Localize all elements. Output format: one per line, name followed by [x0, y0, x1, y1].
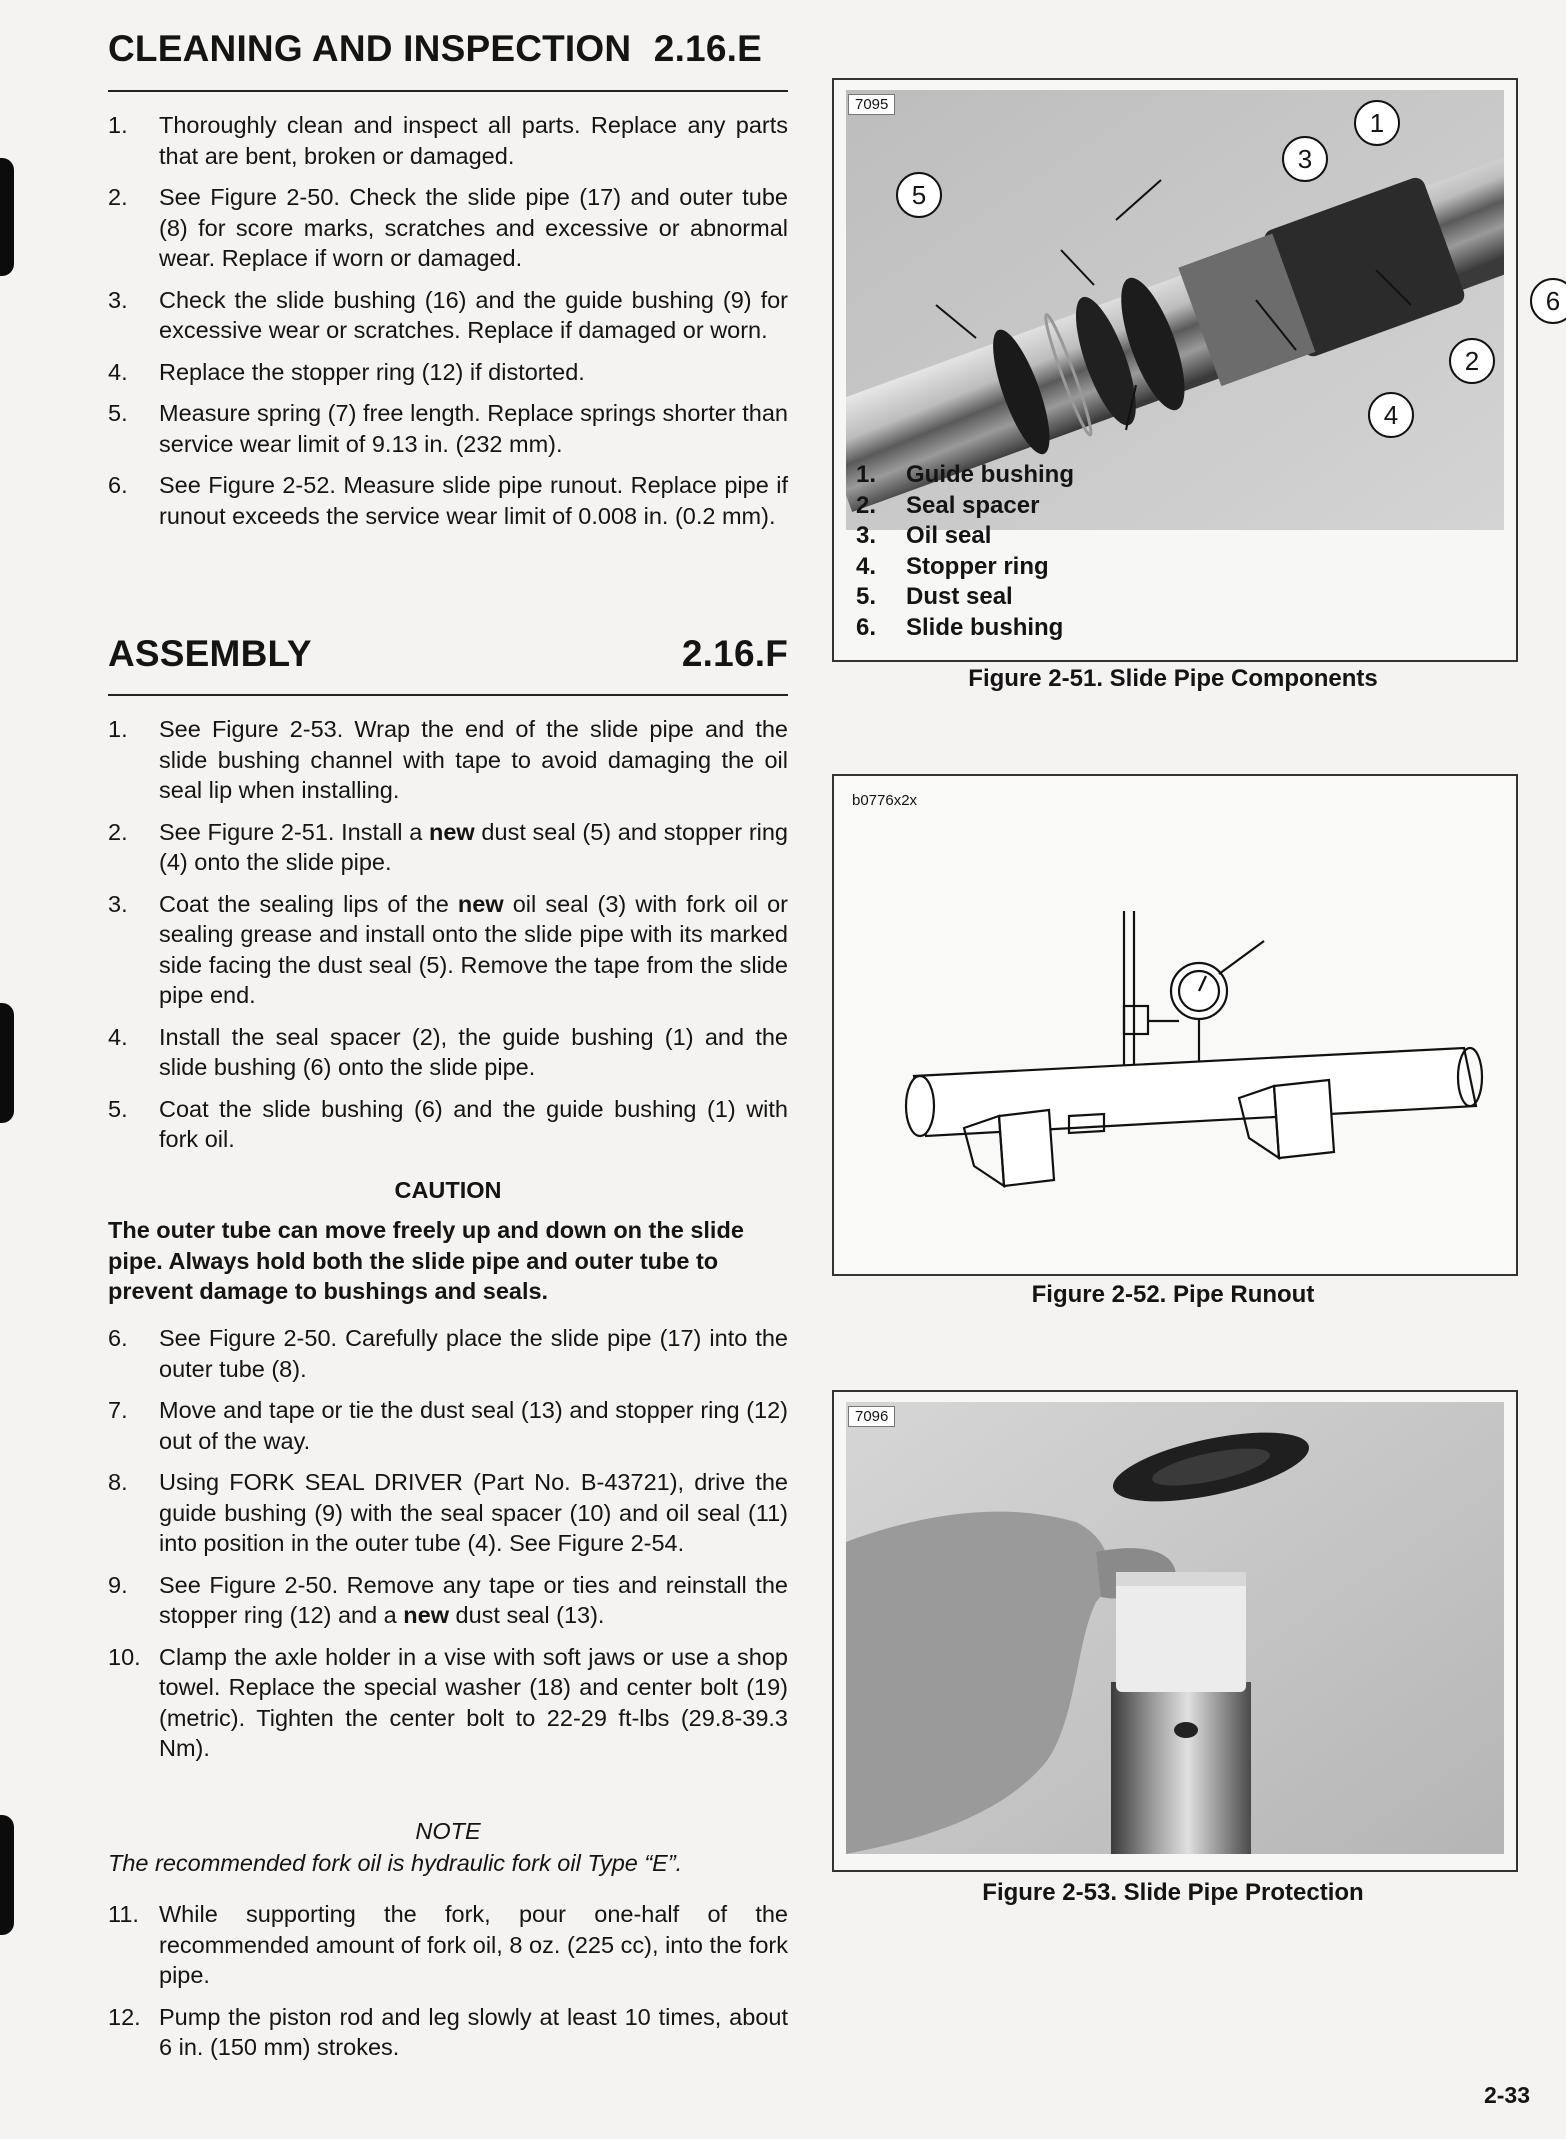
step-item [108, 398, 788, 459]
step-text [159, 819, 788, 876]
legend-label: Dust seal [906, 583, 1013, 610]
legend-number: 1. [856, 461, 877, 488]
step-number: 3. [108, 286, 128, 313]
step-text-part: dust seal (5) and stopper ring (4) onto the slide pipe. [159, 818, 789, 875]
step-number: 2. [108, 818, 128, 845]
step-text-part: oil seal (3) with fork oil or sealing grease and install onto the slide pipe with its marked side facing the dust seal (5). Remove the tape from the slide pipe end. [159, 890, 788, 1008]
step-item [108, 1467, 788, 1559]
step-text: Install the seal spacer (2), the guide bushing (1) and the slide bushing (6) onto the slide pipe. [159, 1023, 788, 1080]
step-item [108, 1899, 788, 1991]
step-text [159, 891, 788, 1009]
callout-4: 4 [1368, 392, 1414, 438]
step-text: Clamp the axle holder in a vise with soft jaws or use a shop towel. Replace the special washer (18) and center bolt (19) (metric). Tighten the center bolt to 22-29 ft-lbs (29.8-39.3 Nm). [159, 1643, 788, 1761]
step-number: 1. [108, 112, 128, 138]
step-item [108, 2002, 788, 2063]
step-number: 7. [108, 1397, 128, 1423]
legend-label: Slide bushing [906, 613, 1064, 641]
step-text: While supporting the fork, pour one-half of the recommended amount of fork oil, 8 oz. (225 cc), into the fork pipe. [159, 1901, 788, 1988]
binder-hole-shadow [0, 158, 14, 276]
step-text: See Figure 2-50. Carefully place the slide pipe (17) into the outer tube (8). [159, 1325, 788, 1382]
step-text: Move and tape or tie the dust seal (13) and stopper ring (12) out of the way. [159, 1397, 788, 1454]
step-text: Replace the stopper ring (12) if distorted. [159, 358, 585, 385]
legend-row [856, 521, 1074, 552]
callout-1: 1 [1354, 100, 1400, 146]
legend-row [856, 613, 1074, 644]
step-number: 12. [108, 2003, 141, 2030]
step-number: 2. [108, 184, 128, 210]
step-text: Check the slide bushing (16) and the guide bushing (9) for excessive wear or scratches. Replace if damaged or worn. [159, 286, 788, 343]
step-number: 1. [108, 716, 128, 742]
step-item [108, 714, 788, 806]
step-text: See Figure 2-53. Wrap the end of the slide pipe and the slide bushing channel with tape to avoid damaging the oil seal lip when installing. [159, 716, 788, 803]
step-text: Measure spring (7) free length. Replace springs shorter than service wear limit of 9.13 in. (232 mm). [159, 400, 788, 457]
cleaning-heading [108, 28, 788, 70]
step-text-emphasis: new [457, 890, 504, 917]
pipe-runout-diagram [834, 776, 1516, 1274]
step-item [108, 1022, 788, 1083]
step-text [159, 1572, 788, 1629]
figure-2-53-caption: Figure 2-53. Slide Pipe Protection [982, 1879, 1364, 1906]
step-text: Using FORK SEAL DRIVER (Part No. B-43721), drive the guide bushing (9) with the seal spacer (10) and oil seal (11) into position in the outer tube (4). See Figure 2-54. [159, 1469, 788, 1556]
cleaning-number: 2.16.E [653, 28, 762, 69]
step-item [108, 182, 788, 274]
legend-row [856, 582, 1074, 613]
legend-number: 4. [856, 552, 877, 580]
cleaning-steps [108, 110, 788, 542]
step-item [108, 1094, 788, 1155]
step-number: 10. [108, 1643, 141, 1670]
step-item [108, 1570, 788, 1631]
step-item [108, 1395, 788, 1456]
caution-text: The outer tube can move freely up and down on the slide pipe. Always hold both the slide pipe and outer tube to prevent damage to bushings and seals. [108, 1217, 744, 1304]
step-item [108, 817, 788, 878]
figure-2-52 [832, 774, 1518, 1276]
legend-number: 3. [856, 522, 877, 549]
step-text: See Figure 2-52. Measure slide pipe runout. Replace pipe if runout exceeds the service wear limit of 0.008 in. (0.2 mm). [159, 472, 788, 529]
callout-6: 6 [1530, 278, 1566, 324]
assembly-steps-b [108, 1323, 788, 1775]
legend-row [856, 491, 1074, 522]
step-number: 5. [108, 400, 128, 426]
figure-2-51-caption: Figure 2-51. Slide Pipe Components [968, 665, 1378, 692]
step-item [108, 889, 788, 1011]
step-text-emphasis: new [429, 818, 475, 845]
figure-2-53 [832, 1390, 1518, 1872]
step-text: Coat the slide bushing (6) and the guide bushing (1) with fork oil. [159, 1095, 788, 1152]
step-number: 6. [108, 1325, 128, 1351]
step-item [108, 285, 788, 346]
figure-2-51 [832, 78, 1561, 662]
note-text: The recommended fork oil is hydraulic fork oil Type “E”. [108, 1850, 683, 1876]
figure-2-52-caption: Figure 2-52. Pipe Runout [1031, 1281, 1315, 1308]
callout-3: 3 [1282, 136, 1328, 182]
step-text: Thoroughly clean and inspect all parts. Replace any parts that are bent, broken or damaged. [159, 112, 788, 169]
assembly-steps-a [108, 714, 788, 1166]
step-number: 3. [108, 890, 128, 917]
binder-hole-shadow [0, 1003, 14, 1123]
step-number: 9. [108, 1571, 128, 1598]
step-item [108, 470, 788, 531]
legend-label: Oil seal [906, 522, 992, 549]
assembly-steps-c [108, 1899, 788, 2074]
legend-number: 2. [856, 491, 877, 519]
step-number: 4. [108, 358, 128, 385]
step-text-emphasis: new [403, 1602, 450, 1628]
figure-code: b0776x2x [852, 792, 918, 809]
figure-code: 7095 [848, 94, 895, 115]
legend-label: Seal spacer [906, 491, 1040, 519]
step-item [108, 1323, 788, 1384]
binder-hole-shadow [0, 1815, 14, 1935]
cleaning-title: CLEANING AND INSPECTION [108, 28, 632, 69]
legend-row [856, 552, 1074, 583]
callout-2: 2 [1449, 338, 1495, 384]
legend-label: Stopper ring [906, 552, 1049, 580]
section-rule [108, 90, 788, 92]
page-number: 2-33 [1483, 2082, 1530, 2108]
figure-code: 7096 [848, 1406, 895, 1427]
step-text-part: dust seal (13). [449, 1602, 605, 1628]
note-title: NOTE [415, 1818, 481, 1844]
step-item [108, 1642, 788, 1764]
step-number: 6. [108, 472, 128, 498]
section-rule [108, 694, 788, 696]
step-item [108, 110, 788, 171]
caution-title: CAUTION [394, 1177, 502, 1203]
step-text-part: See Figure 2-50. Remove any tape or ties and reinstall the stopper ring (12) and a [159, 1571, 788, 1628]
step-item [108, 357, 788, 388]
legend-number: 5. [856, 583, 877, 610]
legend-number: 6. [856, 613, 877, 641]
step-number: 8. [108, 1469, 128, 1495]
step-text-part: Coat the sealing lips of the [159, 890, 458, 917]
assembly-heading [108, 633, 788, 675]
assembly-title: ASSEMBLY [108, 633, 312, 674]
step-text: Pump the piston rod and leg slowly at least 10 times, about 6 in. (150 mm) strokes. [159, 2003, 788, 2060]
step-number: 4. [108, 1023, 128, 1050]
step-number: 5. [108, 1095, 128, 1122]
slide-pipe-protection-photo [846, 1402, 1504, 1854]
assembly-number: 2.16.F [681, 633, 788, 674]
callout-5: 5 [896, 172, 942, 218]
step-text: See Figure 2-50. Check the slide pipe (17) and outer tube (8) for score marks, scratches and excessive or abnormal wear. Replace if worn or damaged. [159, 184, 788, 271]
step-text-part: See Figure 2-51. Install a [159, 818, 429, 845]
legend-row [856, 460, 1074, 491]
legend-label: Guide bushing [906, 461, 1074, 488]
step-number: 11. [108, 1901, 139, 1927]
figure-legend [856, 460, 1074, 643]
